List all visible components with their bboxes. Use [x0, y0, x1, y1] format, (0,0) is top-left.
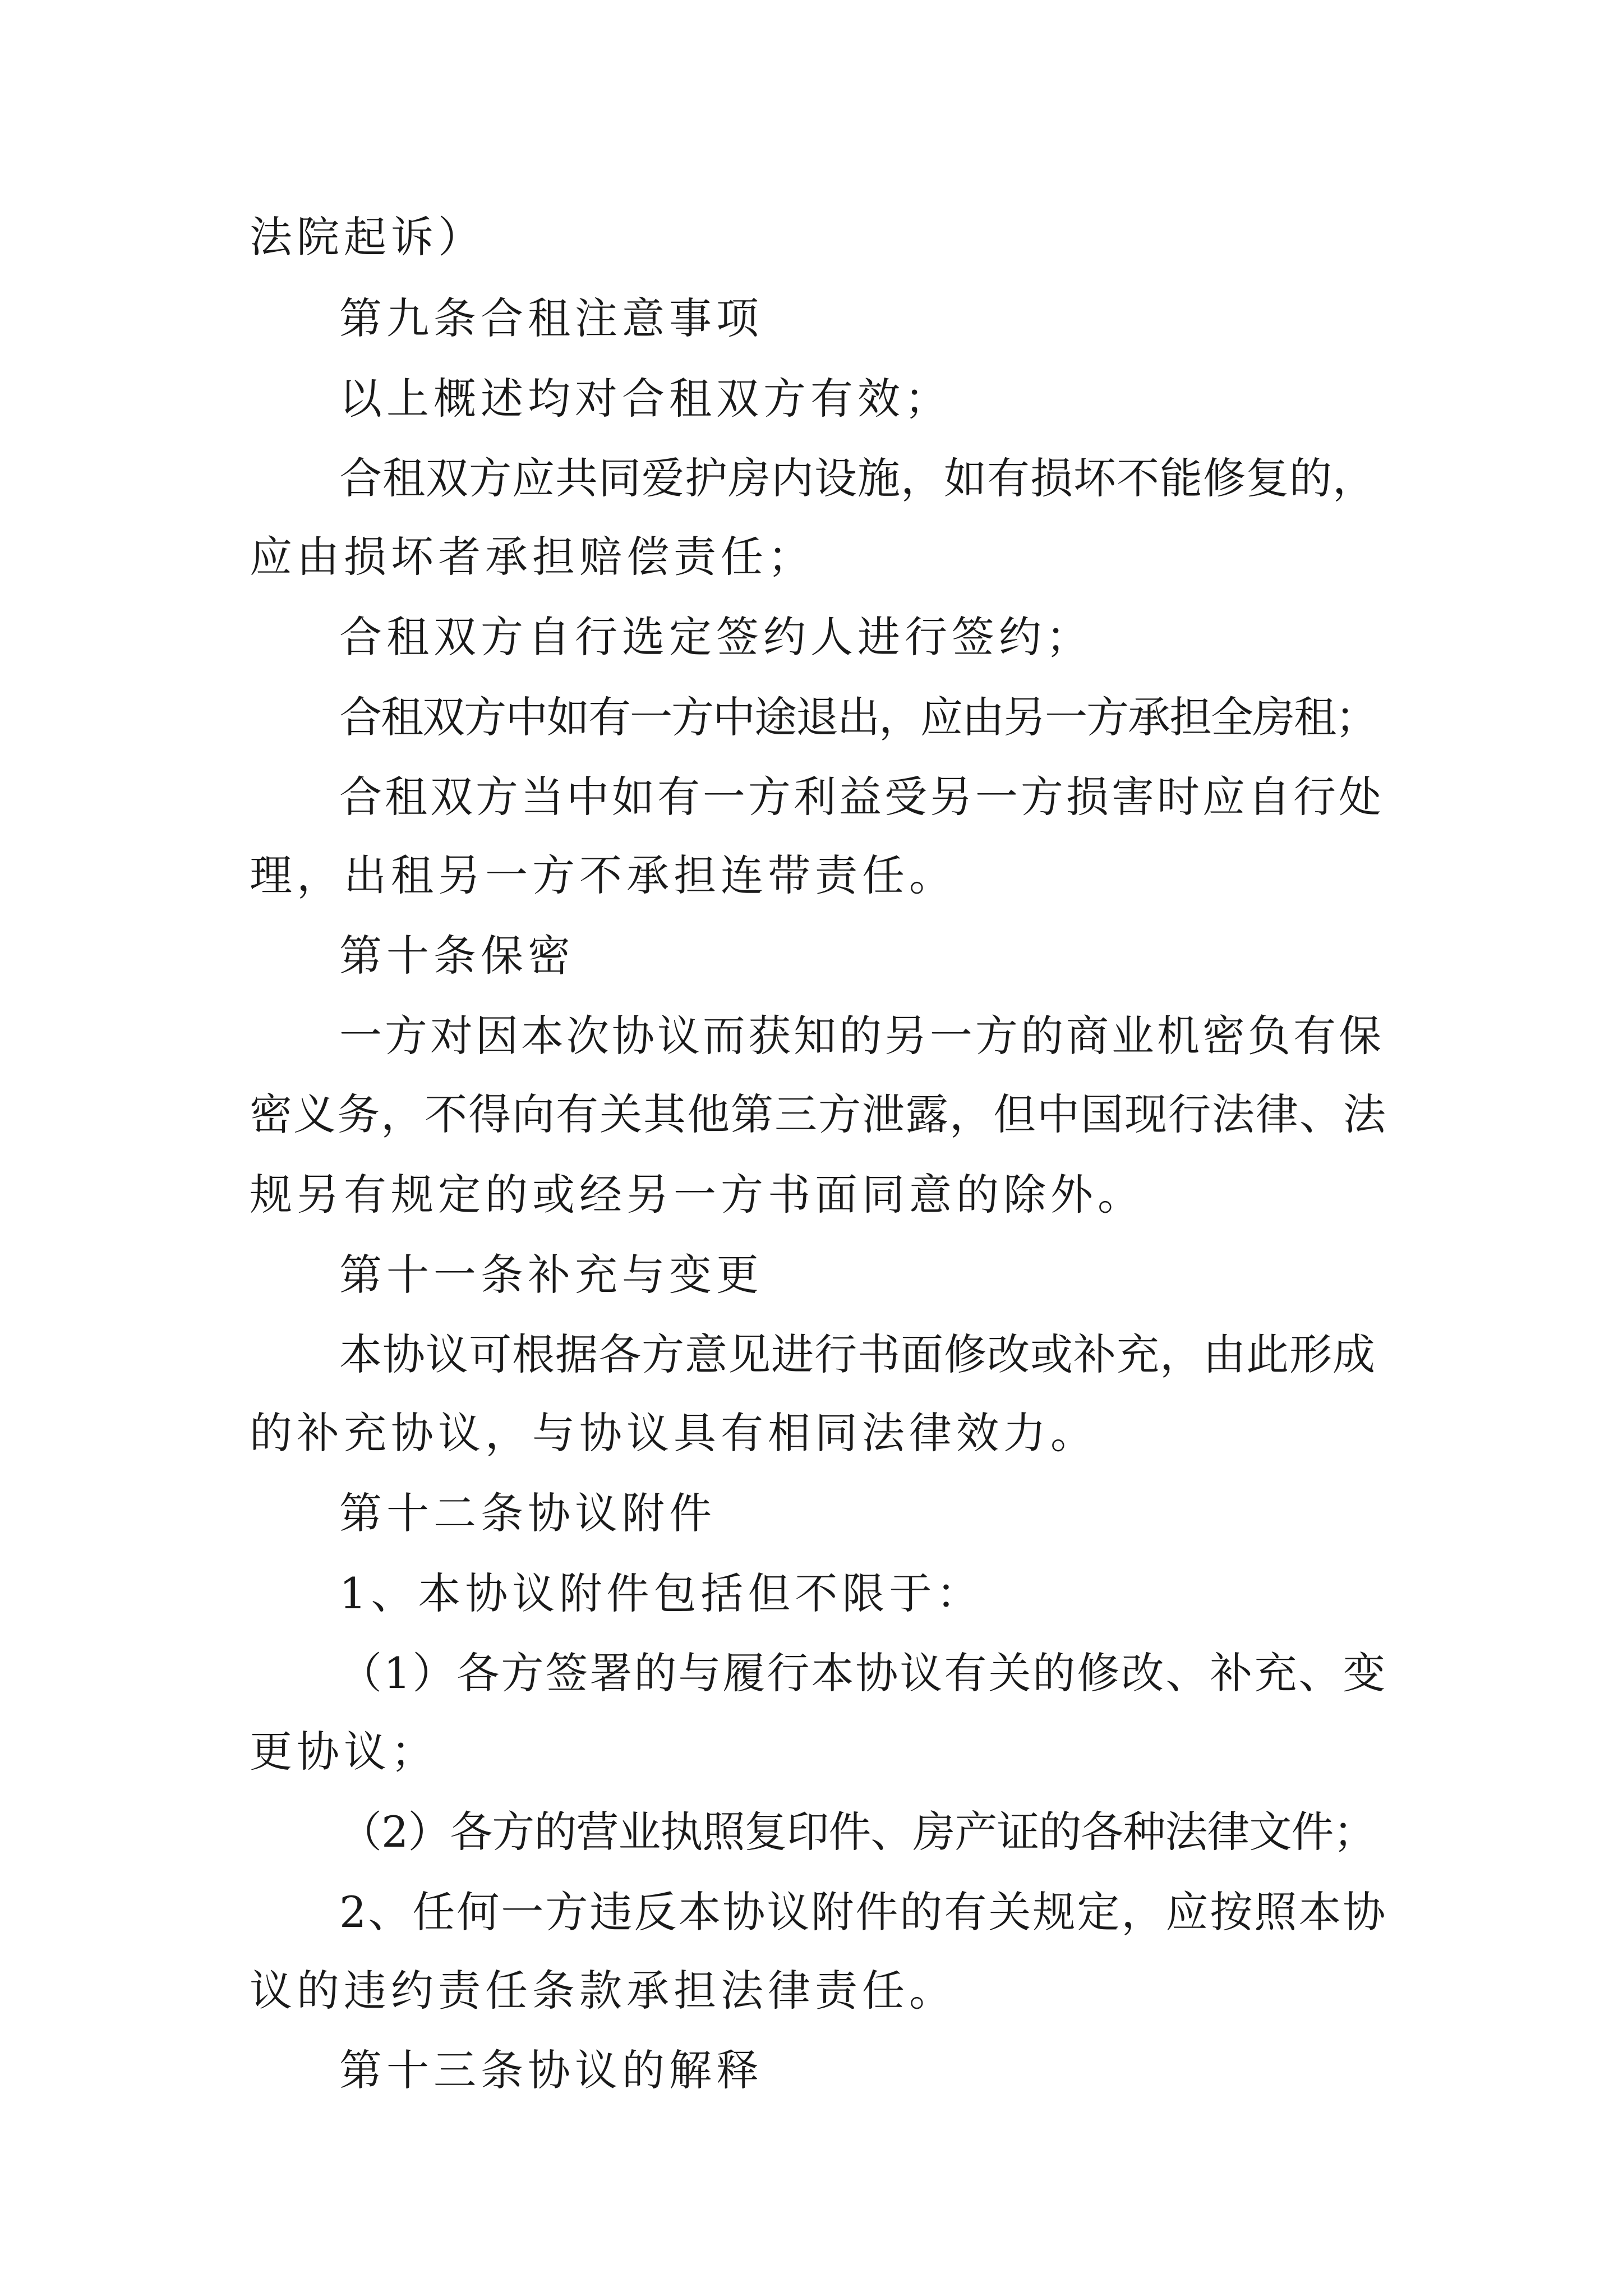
text-line: 议的违约责任条款承担法律责任。: [250, 1966, 956, 2016]
text-line: 的补充协议，与协议具有相同法律效力。: [250, 1408, 1098, 1458]
text-line: 合租双方中如有一方中途退出，应由另一方承担全房租；: [339, 692, 1377, 742]
text-line: 合租双方自行选定签约人进行签约；: [339, 612, 1093, 662]
text-line: 理，出租另一方不承担连带责任。: [250, 850, 956, 900]
section-heading: 第九条合租注意事项: [339, 293, 763, 343]
section-heading: 第十二条协议附件: [339, 1488, 716, 1538]
text-line: 本协议可根据各方意见进行书面修改或补充，由此形成: [339, 1329, 1376, 1379]
list-item: 1、本协议附件包括但不限于：: [339, 1568, 984, 1618]
section-heading: 第十三条协议的解释: [339, 2045, 763, 2095]
list-item: （1）各方签署的与履行本协议有关的修改、补充、变: [339, 1648, 1387, 1698]
text-line: 法院起诉）: [250, 212, 485, 262]
text-line: 以上概述均对合租双方有效；: [339, 374, 952, 424]
section-heading: 第十条保密: [339, 931, 575, 981]
text-line: 合租双方当中如有一方利益受另一方损害时应自行处: [339, 772, 1384, 822]
list-item: 2、任何一方违反本协议附件的有关规定，应按照本协: [339, 1887, 1387, 1937]
list-item: （2）各方的营业执照复印件、房产证的各种法律文件；: [339, 1807, 1376, 1857]
section-heading: 第十一条补充与变更: [339, 1250, 763, 1300]
text-line: 更协议；: [250, 1727, 438, 1777]
text-line: 密义务，不得向有关其他第三方泄露，但中国现行法律、法: [250, 1089, 1387, 1139]
text-line: 一方对因本次协议而获知的另一方的商业机密负有保: [339, 1011, 1384, 1061]
text-line: 应由损坏者承担赔偿责任；: [250, 532, 815, 582]
text-line: 规另有规定的或经另一方书面同意的除外。: [250, 1170, 1145, 1220]
text-line: 合租双方应共同爱护房内设施，如有损坏不能修复的，: [339, 453, 1376, 503]
